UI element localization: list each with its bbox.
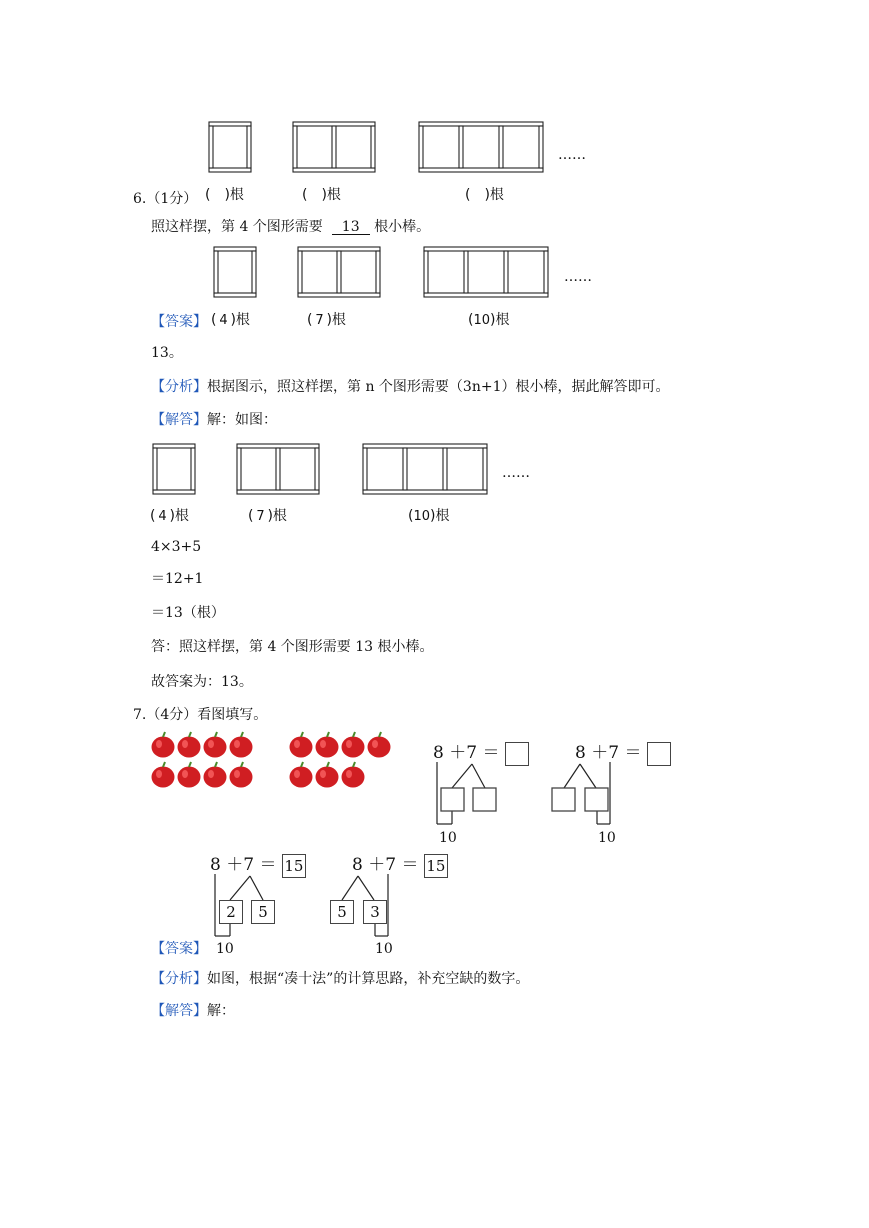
final-answer: 故答案为：13。 (151, 674, 253, 690)
answer-split-box: 5 (251, 900, 275, 924)
q6-analysis: 【分析】根据图示，照这样摆，第 n 个图形需要（3n+1）根小棒，据此解答即可。 (151, 379, 670, 395)
figure-label: ( )根 (205, 187, 244, 203)
q7-solution: 【解答】解： (151, 1003, 235, 1019)
answer-result: 15 (424, 854, 448, 878)
q6-solution: 【解答】解：如图： (151, 412, 277, 428)
figure-label: ( )根 (302, 187, 341, 203)
expression-left: 8 ＋7 ＝ (433, 738, 529, 766)
ellipsis: …… (564, 269, 592, 285)
answer-split-box: 5 (330, 900, 354, 924)
figure-label: ( 4 )根 (211, 312, 250, 328)
apple-icon (316, 732, 339, 758)
ellipsis: …… (502, 465, 530, 481)
answer-expression-right: 8 ＋7 ＝ 15 (352, 850, 448, 878)
split-diagram-right (550, 756, 640, 846)
stick-figure-solution (0, 440, 869, 500)
expression-right: 8 ＋7 ＝ (575, 738, 671, 766)
apple-icon (368, 732, 391, 758)
apple-picture (150, 733, 410, 793)
apple-icon (152, 762, 175, 788)
q6-question: 照这样摆，第 4 个图形需要 13 根小棒。 (151, 219, 431, 235)
q7-header: 7.（4分）看图填写。 (133, 707, 268, 723)
figure-1-squares (209, 122, 251, 172)
apple-icon (178, 762, 201, 788)
ten-label: 10 (375, 941, 393, 957)
q7-analysis: 【分析】如图，根据“凑十法”的计算思路，补充空缺的数字。 (151, 971, 530, 987)
apple-icon (152, 732, 175, 758)
figure-label: ( )根 (465, 187, 504, 203)
figure-3-squares (419, 122, 543, 172)
apple-icon (178, 732, 201, 758)
answer-tag: 【答案】 (151, 941, 207, 957)
figure-2-squares (293, 122, 375, 172)
apple-icon (290, 732, 313, 758)
figure-label: (10)根 (408, 508, 450, 524)
apple-icon (316, 762, 339, 788)
conclusion: 答：照这样摆，第 4 个图形需要 13 根小棒。 (151, 639, 434, 655)
apple-icon (230, 732, 253, 758)
answer-expression-left: 8 ＋7 ＝ 15 (210, 850, 306, 878)
calc-line: ＝13（根） (151, 605, 225, 621)
result-box (647, 742, 671, 766)
answer-split-box: 2 (219, 900, 243, 924)
answer-line: 13。 (151, 345, 183, 361)
ten-label: 10 (598, 830, 616, 846)
q6-header: 6.（1分） (133, 191, 198, 207)
calc-line: ＝12+1 (151, 571, 204, 587)
apple-icon (342, 762, 365, 788)
ellipsis: …… (558, 147, 586, 163)
answer-split-box: 3 (363, 900, 387, 924)
apple-icon (204, 732, 227, 758)
figure-label: ( 4 )根 (150, 508, 189, 524)
calc-line: 4×3+5 (151, 539, 202, 555)
apple-icon (204, 762, 227, 788)
apple-icon (230, 762, 253, 788)
ten-label: 10 (439, 830, 457, 846)
answer-result: 15 (282, 854, 306, 878)
answer-tag: 【答案】 (151, 314, 207, 330)
apple-icon (342, 732, 365, 758)
stick-figure-question (0, 118, 869, 178)
stick-figure-answer (0, 243, 869, 303)
ten-label: 10 (216, 941, 234, 957)
figure-label: ( 7 )根 (248, 508, 287, 524)
answer-blank: 13 (332, 220, 370, 235)
figure-label: (10)根 (468, 312, 510, 328)
figure-label: ( 7 )根 (307, 312, 346, 328)
apple-icon (290, 762, 313, 788)
